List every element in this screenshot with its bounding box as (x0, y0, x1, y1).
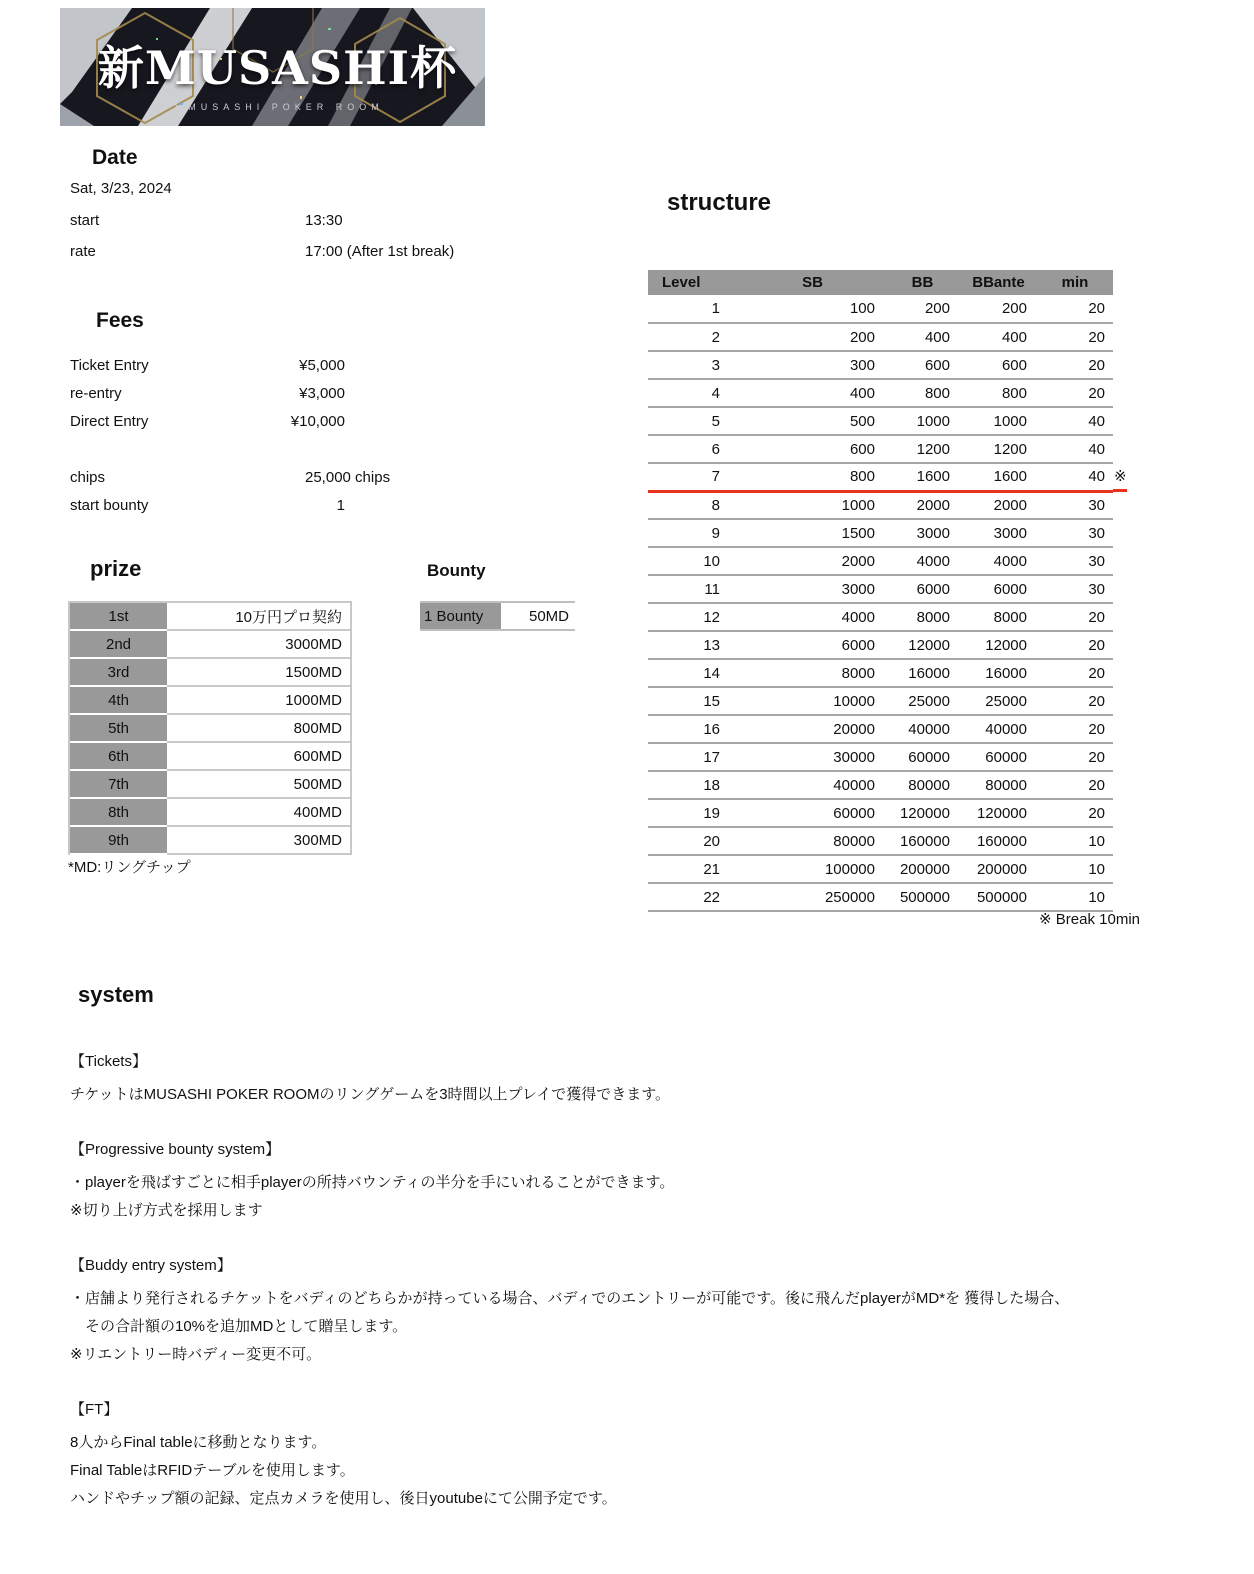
system-section-line: ハンドやチップ額の記録、定点カメラを使用し、後日youtubeにて公開予定です。 (70, 1490, 617, 1507)
structure-col-header: SB (740, 270, 885, 295)
direct-entry-label: Direct Entry (70, 413, 149, 430)
structure-cell: 1200 (885, 435, 960, 463)
structure-cell: 600 (740, 435, 885, 463)
structure-cell: 20 (648, 827, 740, 855)
bounty-heading: Bounty (427, 561, 486, 580)
structure-row (648, 463, 1113, 491)
structure-cell: 10 (648, 547, 740, 575)
structure-cell: 80000 (885, 771, 960, 799)
structure-cell: 800 (885, 379, 960, 407)
structure-cell: 20 (1037, 295, 1113, 323)
structure-cell: 40000 (885, 715, 960, 743)
structure-cell: 11 (648, 575, 740, 603)
structure-cell: 120000 (960, 799, 1037, 827)
structure-row (648, 351, 1113, 379)
event-title: 新MUSASHI杯 (97, 41, 458, 95)
structure-row (648, 407, 1113, 435)
structure-cell: 6000 (740, 631, 885, 659)
system-section-line: チケットはMUSASHI POKER ROOMのリングゲームを3時間以上プレイで獲得できます。 (70, 1086, 670, 1103)
structure-cell: 2 (648, 323, 740, 351)
structure-header-row (648, 270, 1113, 295)
structure-cell: 30 (1037, 575, 1113, 603)
structure-cell: 1000 (885, 407, 960, 435)
structure-cell: 500000 (885, 883, 960, 911)
structure-cell: 20 (1037, 771, 1113, 799)
structure-cell: 3000 (885, 519, 960, 547)
structure-cell: 6000 (960, 575, 1037, 603)
structure-cell: 16 (648, 715, 740, 743)
structure-cell: 6 (648, 435, 740, 463)
structure-cell: 1000 (740, 491, 885, 519)
structure-cell: 17 (648, 743, 740, 771)
ticket-entry-value: ¥5,000 (299, 357, 345, 374)
structure-row (648, 659, 1113, 687)
system-section-line: ・playerを飛ばすごとに相手playerの所持バウンティの半分を手にいれることができます。 (70, 1174, 675, 1191)
structure-row (648, 799, 1113, 827)
structure-col-header: min (1037, 270, 1113, 295)
prize-row (70, 687, 352, 715)
chips-row (70, 469, 390, 486)
structure-cell: 13 (648, 631, 740, 659)
prize-rank-cell: 2nd (70, 631, 167, 659)
structure-col-header: BB (885, 270, 960, 295)
structure-cell: 8000 (740, 659, 885, 687)
event-date: Sat, 3/23, 2024 (70, 180, 172, 197)
chips-value: 25,000 chips (305, 469, 391, 486)
structure-table (648, 270, 1113, 912)
bounty-table (420, 601, 575, 631)
structure-cell: 80000 (960, 771, 1037, 799)
prize-value-cell: 1000MD (167, 687, 352, 715)
ticket-entry-row (70, 357, 345, 374)
structure-cell: 40 (1037, 463, 1113, 491)
structure-row (648, 323, 1113, 351)
prize-rank-cell: 7th (70, 771, 167, 799)
structure-cell: 20 (1037, 351, 1113, 379)
structure-cell: 1500 (740, 519, 885, 547)
structure-cell: 4000 (960, 547, 1037, 575)
structure-cell: 8 (648, 491, 740, 519)
system-heading: system (78, 982, 154, 1007)
structure-cell: 1200 (960, 435, 1037, 463)
structure-cell: 100 (740, 295, 885, 323)
structure-cell: 60000 (885, 743, 960, 771)
prize-value-cell: 3000MD (167, 631, 352, 659)
start-bounty-row (70, 497, 345, 514)
structure-row (648, 715, 1113, 743)
structure-cell: 2000 (740, 547, 885, 575)
prize-value-cell: 1500MD (167, 659, 352, 687)
structure-cell: 40000 (960, 715, 1037, 743)
structure-cell: 2000 (960, 491, 1037, 519)
prize-rank-cell: 9th (70, 827, 167, 855)
banner-subtitle: MUSASHI POKER ROOM (188, 101, 384, 112)
system-section-line: ※切り上げ方式を採用します (70, 1202, 263, 1219)
structure-cell: 400 (960, 323, 1037, 351)
prize-value-cell: 300MD (167, 827, 352, 855)
mountain-logo-icon (161, 101, 181, 112)
structure-cell: 30 (1037, 519, 1113, 547)
date-heading: Date (92, 146, 138, 169)
structure-cell: 3 (648, 351, 740, 379)
structure-cell: 4 (648, 379, 740, 407)
prize-heading: prize (90, 556, 142, 581)
system-section (70, 1048, 1200, 1109)
structure-cell: 14 (648, 659, 740, 687)
structure-row (648, 491, 1113, 519)
structure-row (648, 631, 1113, 659)
structure-cell: 8000 (885, 603, 960, 631)
structure-cell: 12 (648, 603, 740, 631)
structure-cell: 1600 (960, 463, 1037, 491)
chips-label: chips (70, 469, 106, 486)
structure-col-header: BBante (960, 270, 1037, 295)
structure-cell: 160000 (885, 827, 960, 855)
structure-cell: 18 (648, 771, 740, 799)
bounty-value-cell: 50MD (501, 603, 575, 629)
start-value: 13:30 (305, 212, 343, 229)
structure-cell: 16000 (960, 659, 1037, 687)
structure-cell: 20 (1037, 323, 1113, 351)
system-section-title: 【Buddy entry system】 (70, 1257, 232, 1274)
system-section-line: ・店舗より発行されるチケットをバディのどちらかが持っている場合、バディでのエントリーが可能です。後に飛んだplayerがMD*を 獲得した場合、 (70, 1290, 1070, 1307)
re-entry-label: re-entry (70, 385, 122, 402)
banner-subtitle-row (60, 101, 485, 112)
structure-cell: 800 (960, 379, 1037, 407)
structure-row (648, 883, 1113, 911)
prize-rank-cell: 8th (70, 799, 167, 827)
structure-cell: 12000 (960, 631, 1037, 659)
structure-cell: 1 (648, 295, 740, 323)
structure-cell: 30000 (740, 743, 885, 771)
system-section-title: 【Progressive bounty system】 (70, 1141, 281, 1158)
structure-cell: 60000 (960, 743, 1037, 771)
structure-cell: 40 (1037, 407, 1113, 435)
prize-value-cell: 600MD (167, 743, 352, 771)
structure-cell: 80000 (740, 827, 885, 855)
structure-cell: 200000 (885, 855, 960, 883)
prize-value-cell: 500MD (167, 771, 352, 799)
structure-cell: 22 (648, 883, 740, 911)
structure-cell: 8000 (960, 603, 1037, 631)
break-note: ※ Break 10min (1039, 911, 1140, 928)
structure-row (648, 519, 1113, 547)
structure-cell: 200 (960, 295, 1037, 323)
structure-cell: 19 (648, 799, 740, 827)
structure-cell: 20 (1037, 715, 1113, 743)
start-time-row (70, 212, 343, 229)
structure-cell: 100000 (740, 855, 885, 883)
prize-rank-cell: 1st (70, 603, 167, 631)
structure-cell: 200000 (960, 855, 1037, 883)
re-entry-value: ¥3,000 (299, 385, 345, 402)
direct-entry-row (70, 413, 345, 430)
start-bounty-value: 1 (336, 497, 345, 514)
structure-cell: 3000 (960, 519, 1037, 547)
bounty-label-cell: 1 Bounty (420, 603, 501, 629)
system-section-line: Final TableはRFIDテーブルを使用します。 (70, 1462, 355, 1479)
structure-row (648, 771, 1113, 799)
structure-cell: 200 (885, 295, 960, 323)
prize-rank-cell: 5th (70, 715, 167, 743)
prize-rank-cell: 3rd (70, 659, 167, 687)
structure-row (648, 547, 1113, 575)
system-sections (70, 1048, 1200, 1540)
break-line-overhang (1113, 489, 1127, 492)
system-section-line: その合計額の10%を追加MDとして贈呈します。 (70, 1318, 408, 1335)
structure-cell: 12000 (885, 631, 960, 659)
structure-row (648, 435, 1113, 463)
structure-cell: 600 (885, 351, 960, 379)
structure-cell: 20 (1037, 379, 1113, 407)
structure-cell: 6000 (885, 575, 960, 603)
structure-cell: 10 (1037, 883, 1113, 911)
rate-time-row (70, 243, 454, 260)
system-section-line: ※リエントリー時バディー変更不可。 (70, 1346, 322, 1363)
structure-cell: 20 (1037, 659, 1113, 687)
structure-row (648, 855, 1113, 883)
structure-cell: 7 (648, 463, 740, 491)
system-section-line: 8人からFinal tableに移動となります。 (70, 1434, 327, 1451)
structure-cell: 20000 (740, 715, 885, 743)
structure-row (648, 687, 1113, 715)
event-banner (60, 8, 485, 126)
prize-value-cell: 400MD (167, 799, 352, 827)
structure-cell: 10 (1037, 827, 1113, 855)
prize-row (70, 799, 352, 827)
structure-cell: 40000 (740, 771, 885, 799)
structure-row (648, 603, 1113, 631)
structure-cell: 500000 (960, 883, 1037, 911)
system-section (70, 1252, 1200, 1369)
structure-cell: 10000 (740, 687, 885, 715)
start-label: start (70, 212, 100, 229)
structure-cell: 1000 (960, 407, 1037, 435)
prize-rank-cell: 4th (70, 687, 167, 715)
structure-cell: 500 (740, 407, 885, 435)
structure-cell: 400 (885, 323, 960, 351)
prize-value-cell: 800MD (167, 715, 352, 743)
structure-cell: 4000 (885, 547, 960, 575)
prize-row (70, 631, 352, 659)
structure-cell: 60000 (740, 799, 885, 827)
structure-cell: 20 (1037, 799, 1113, 827)
structure-cell: 120000 (885, 799, 960, 827)
re-entry-row (70, 385, 345, 402)
structure-cell: 20 (1037, 631, 1113, 659)
prize-row (70, 715, 352, 743)
structure-row (648, 295, 1113, 323)
direct-entry-value: ¥10,000 (290, 413, 345, 430)
prize-md-note: *MD:リングチップ (68, 859, 191, 876)
prize-table (68, 601, 352, 855)
structure-row (648, 743, 1113, 771)
prize-row (70, 603, 352, 631)
structure-cell: 160000 (960, 827, 1037, 855)
structure-cell: 2000 (885, 491, 960, 519)
prize-row (70, 659, 352, 687)
start-bounty-label: start bounty (70, 497, 149, 514)
structure-cell: 21 (648, 855, 740, 883)
structure-row (648, 379, 1113, 407)
structure-cell: 25000 (885, 687, 960, 715)
structure-cell: 30 (1037, 491, 1113, 519)
structure-cell: 25000 (960, 687, 1037, 715)
prize-value-cell: 10万円プロ契約 (167, 603, 352, 631)
rate-value: 17:00 (After 1st break) (305, 243, 455, 260)
structure-cell: 20 (1037, 603, 1113, 631)
structure-col-header: Level (648, 270, 740, 295)
structure-cell: 3000 (740, 575, 885, 603)
fees-heading: Fees (96, 309, 144, 332)
structure-row (648, 827, 1113, 855)
structure-cell: 1600 (885, 463, 960, 491)
structure-cell: 40 (1037, 435, 1113, 463)
ticket-entry-label: Ticket Entry (70, 357, 149, 374)
system-section-title: 【Tickets】 (70, 1053, 147, 1070)
structure-cell: 600 (960, 351, 1037, 379)
structure-cell: 200 (740, 323, 885, 351)
structure-cell: 16000 (885, 659, 960, 687)
structure-row (648, 575, 1113, 603)
prize-rank-cell: 6th (70, 743, 167, 771)
structure-cell: 20 (1037, 743, 1113, 771)
structure-cell: 9 (648, 519, 740, 547)
structure-cell: 800 (740, 463, 885, 491)
structure-cell: 4000 (740, 603, 885, 631)
break-reference-mark: ※ (1114, 468, 1127, 485)
prize-row (70, 743, 352, 771)
structure-cell: 30 (1037, 547, 1113, 575)
rate-label: rate (70, 243, 96, 260)
prize-row (70, 771, 352, 799)
system-section (70, 1396, 1200, 1513)
system-section (70, 1136, 1200, 1225)
structure-cell: 20 (1037, 687, 1113, 715)
structure-cell: 400 (740, 379, 885, 407)
prize-row (70, 827, 352, 855)
structure-cell: 300 (740, 351, 885, 379)
structure-cell: 15 (648, 687, 740, 715)
structure-cell: 10 (1037, 855, 1113, 883)
structure-heading: structure (667, 189, 772, 216)
structure-cell: 250000 (740, 883, 885, 911)
system-section-title: 【FT】 (70, 1401, 119, 1418)
structure-cell: 5 (648, 407, 740, 435)
